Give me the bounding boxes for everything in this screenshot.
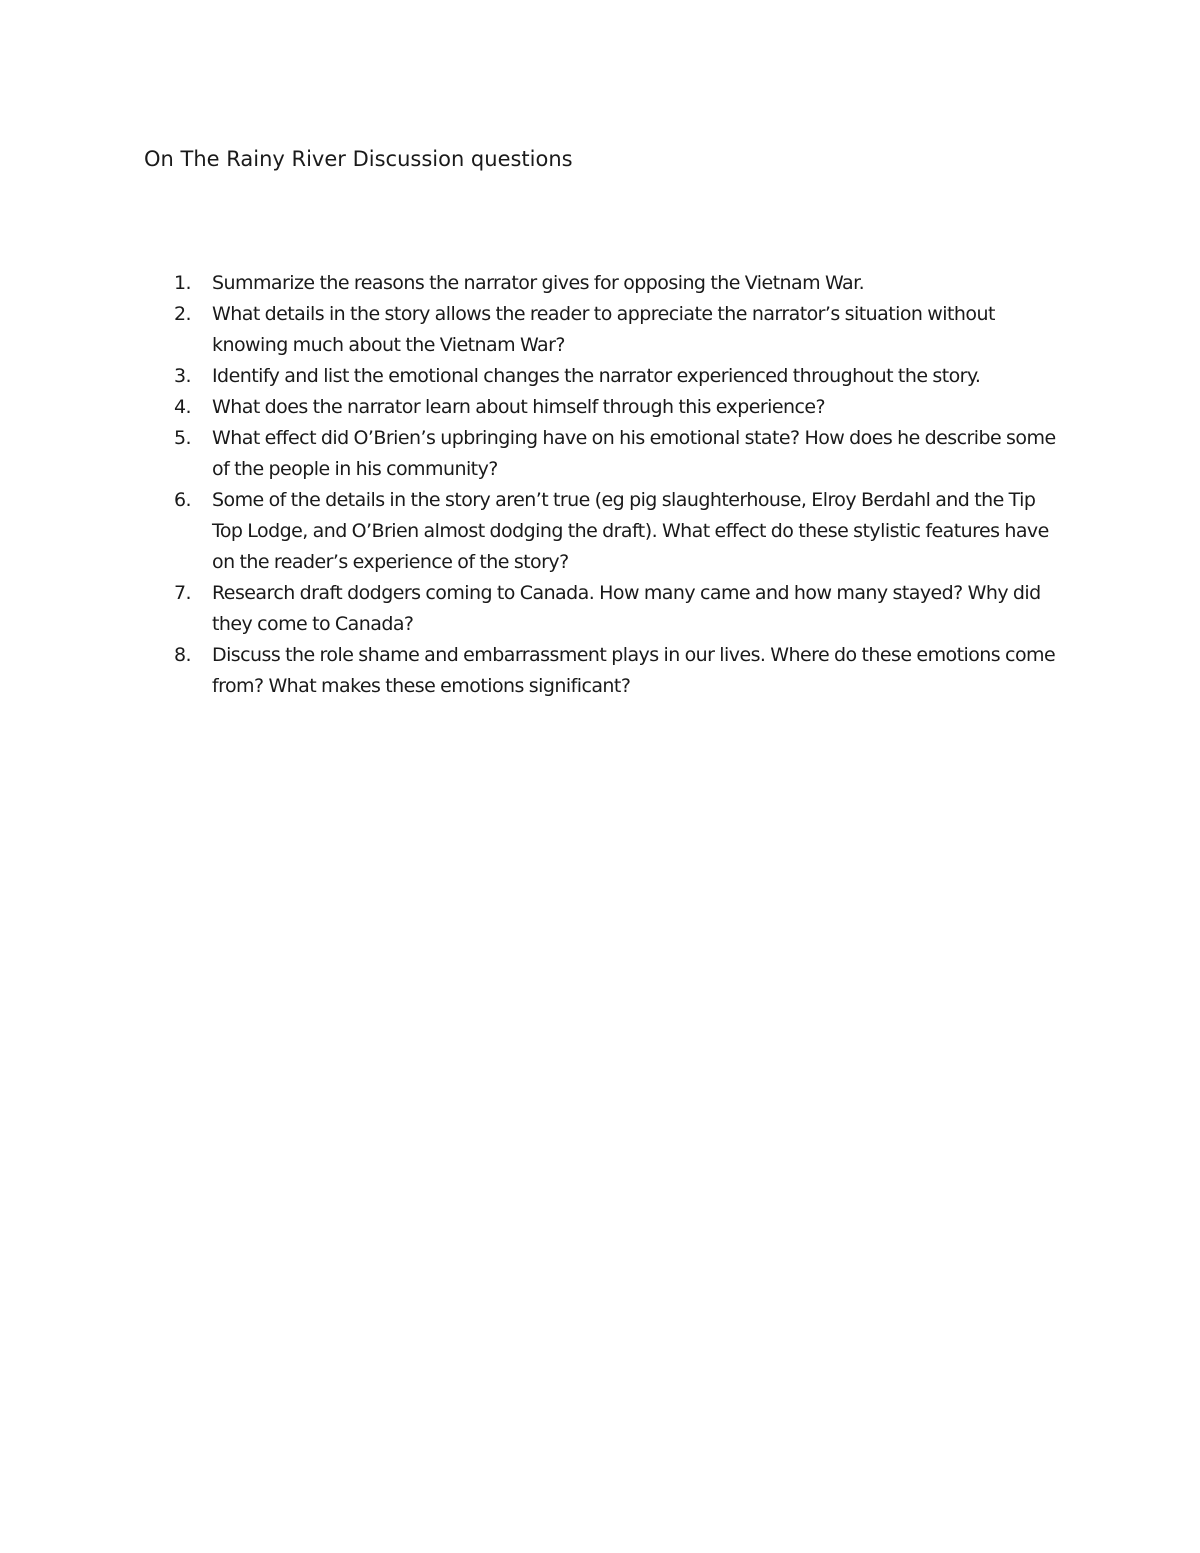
question-text: Some of the details in the story aren’t true (eg pig slaughterhouse, Elroy Berdahl and the Tip Top Lodge, and O’Brien almost dodging the draft). What effect do these stylistic features have on the reader’s experience of the story? — [212, 489, 1049, 573]
question-item — [168, 268, 1068, 299]
question-item — [168, 299, 1068, 361]
question-number: 6. — [174, 489, 192, 511]
question-number: 1. — [174, 272, 192, 294]
question-item — [168, 361, 1068, 392]
question-text: Summarize the reasons the narrator gives for opposing the Vietnam War. — [212, 272, 865, 294]
question-text: What effect did O’Brien’s upbringing have on his emotional state? How does he describe some of the people in his community? — [212, 427, 1056, 480]
document-title: On The Rainy River Discussion questions — [144, 147, 573, 171]
question-text: Discuss the role shame and embarrassment plays in our lives. Where do these emotions come from? What makes these emotions significant? — [212, 644, 1056, 697]
question-item — [168, 578, 1068, 640]
question-number: 8. — [174, 644, 192, 666]
question-item — [168, 423, 1068, 485]
question-number: 7. — [174, 582, 192, 604]
question-item — [168, 640, 1068, 702]
question-item — [168, 485, 1068, 578]
question-text: What does the narrator learn about himself through this experience? — [212, 396, 826, 418]
question-number: 4. — [174, 396, 192, 418]
question-text: What details in the story allows the reader to appreciate the narrator’s situation without knowing much about the Vietnam War? — [212, 303, 995, 356]
question-item — [168, 392, 1068, 423]
question-text: Identify and list the emotional changes the narrator experienced throughout the story. — [212, 365, 981, 387]
question-number: 2. — [174, 303, 192, 325]
question-number: 3. — [174, 365, 192, 387]
question-text: Research draft dodgers coming to Canada. How many came and how many stayed? Why did they come to Canada? — [212, 582, 1041, 635]
question-list — [168, 268, 1068, 702]
question-number: 5. — [174, 427, 192, 449]
